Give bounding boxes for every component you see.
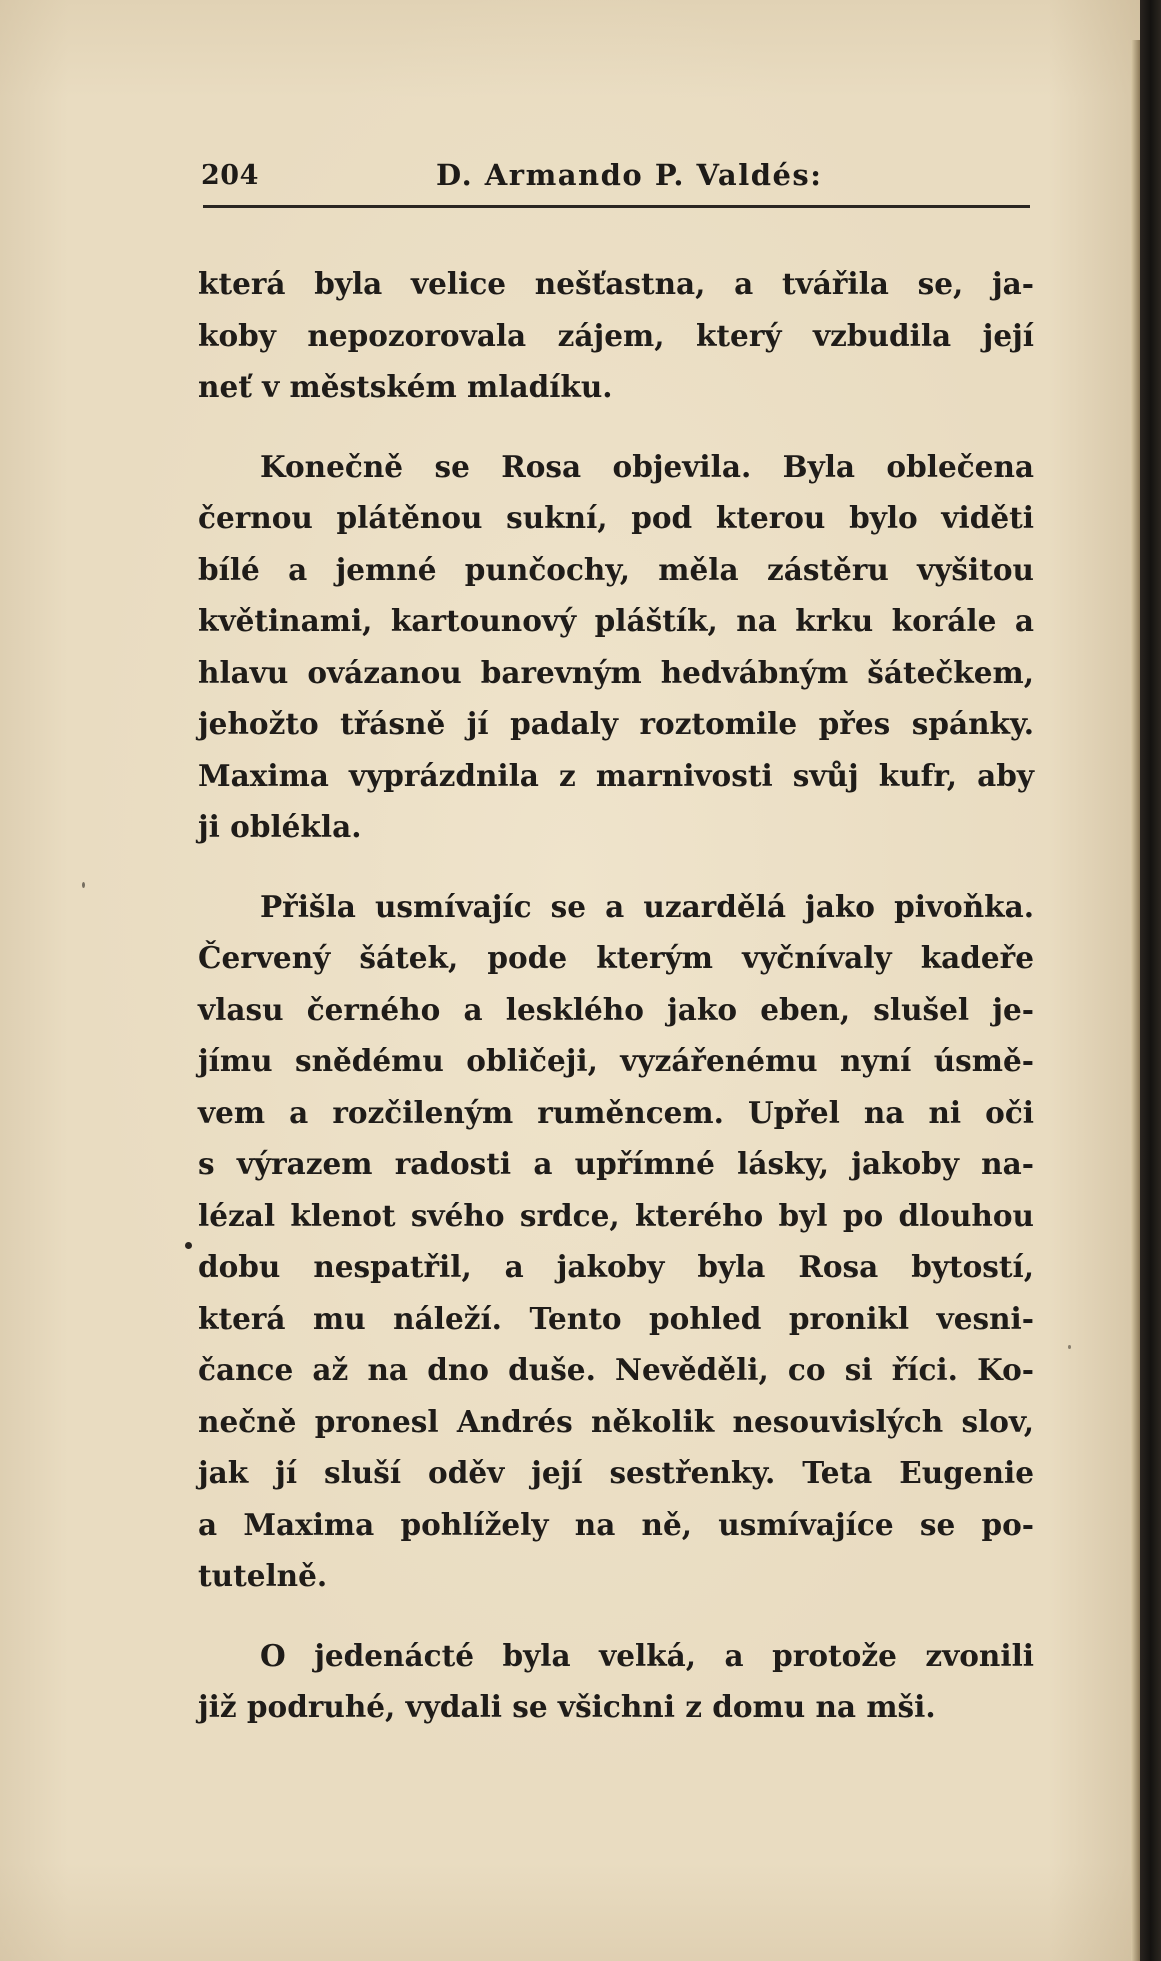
text-line: Maxima vyprázdnila z marnivosti svůj kufr, aby — [198, 757, 1034, 793]
text-line: lézal klenot svého srdce, kterého byl po dlouhou — [198, 1197, 1034, 1233]
paragraph-4 — [198, 1630, 1034, 1733]
page-edge — [1131, 40, 1140, 1961]
text-line: která byla velice nešťastna, a tvářila se, ja- — [198, 266, 1034, 301]
paragraph-1 — [198, 258, 1034, 413]
text-line: jehožto třásně jí padaly roztomile přes spánky. — [198, 706, 1034, 741]
text-line: bílé a jemné punčochy, měla zástěru vyšitou — [198, 551, 1034, 587]
text-line: jímu snědému obličeji, vyzářenému nyní úsmě- — [198, 1043, 1034, 1078]
paragraph-3 — [198, 881, 1034, 1602]
text-line: koby nepozorovala zájem, který vzbudila její — [198, 317, 1034, 353]
text-line: a Maxima pohlížely na ně, usmívajíce se po- — [198, 1506, 1034, 1542]
text-line: která mu náleží. Tento pohled pronikl vesni- — [198, 1300, 1034, 1336]
text-line: O jedenácté byla velká, a protože zvonili — [260, 1637, 1034, 1673]
text-line: Konečně se Rosa objevila. Byla oblečena — [260, 448, 1034, 484]
body-text — [198, 258, 1034, 1733]
text-line: černou plátěnou sukní, pod kterou bylo viděti — [198, 500, 1034, 535]
text-line: tutelně. — [198, 1558, 328, 1593]
page-number: 204 — [201, 160, 259, 191]
header-rule — [203, 205, 1030, 208]
text-line: neť v městském mladíku. — [198, 369, 613, 404]
text-line: hlavu ovázanou barevným hedvábným šátečkem, — [198, 654, 1034, 690]
print-speck — [1068, 1345, 1071, 1349]
text-line: s výrazem radosti a upřímné lásky, jakoby na- — [198, 1146, 1034, 1181]
page-header — [201, 150, 1041, 202]
text-line: dobu nespatřil, a jakoby byla Rosa bytostí, — [198, 1249, 1034, 1284]
book-spine — [1140, 0, 1161, 1961]
running-head: D. Armando P. Valdés: — [436, 158, 823, 192]
text-line: Červený šátek, pode kterým vyčnívaly kadeře — [198, 940, 1034, 975]
print-speck — [185, 1242, 192, 1249]
text-line: jak jí sluší oděv její sestřenky. Teta Eugenie — [198, 1455, 1034, 1490]
print-speck — [82, 882, 85, 888]
paragraph-2 — [198, 441, 1034, 853]
text-line: vem a rozčileným ruměncem. Upřel na ni oči — [198, 1094, 1034, 1130]
text-line: nečně pronesl Andrés několik nesouvislých slov, — [198, 1403, 1034, 1439]
text-line: ji oblékla. — [198, 809, 362, 844]
text-line: květinami, kartounový pláštík, na krku korále a — [198, 603, 1034, 638]
text-line: čance až na dno duše. Nevěděli, co si říci. Ko- — [198, 1352, 1034, 1387]
text-line: již podruhé, vydali se všichni z domu na mši. — [198, 1689, 936, 1724]
text-line: Přišla usmívajíc se a uzardělá jako pivoňka. — [260, 888, 1034, 924]
text-line: vlasu černého a lesklého jako eben, slušel je- — [198, 991, 1034, 1027]
